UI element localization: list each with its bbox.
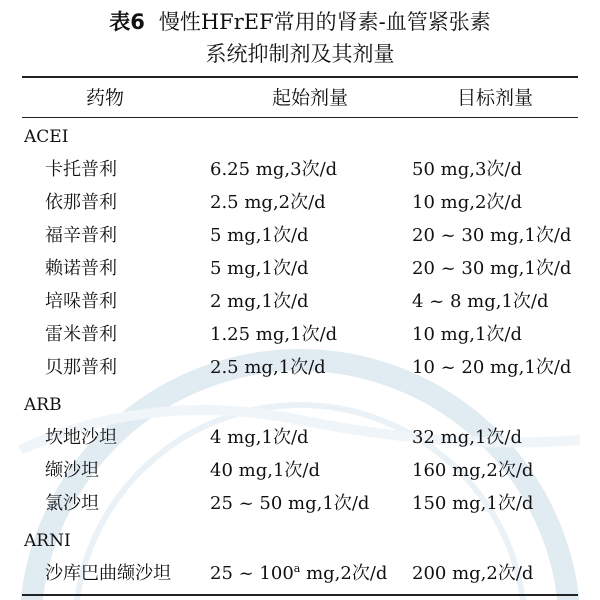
table-title bbox=[0, 6, 600, 70]
title-line-2: 系统抑制剂及其剂量 bbox=[205, 42, 395, 66]
drug-name: 氯沙坦 bbox=[45, 493, 99, 514]
start-dose: 2.5 mg,1次/d bbox=[210, 357, 326, 378]
category-label: ACEI bbox=[24, 127, 69, 147]
drug-name: 赖诺普利 bbox=[45, 258, 117, 279]
target-dose: 160 mg,2次/d bbox=[412, 460, 534, 481]
start-dose: 2.5 mg,2次/d bbox=[210, 192, 326, 213]
table-top-rule bbox=[22, 76, 578, 78]
table-bottom-rule bbox=[22, 594, 578, 596]
column-header-drug: 药物 bbox=[85, 87, 124, 109]
table-row bbox=[0, 317, 600, 353]
table-row bbox=[0, 486, 600, 522]
target-dose: 200 mg,2次/d bbox=[412, 563, 534, 584]
target-dose: 10 ~ 20 mg,1次/d bbox=[412, 357, 572, 378]
target-dose: 150 mg,1次/d bbox=[412, 493, 534, 514]
table-row bbox=[0, 420, 600, 456]
start-dose-range: 25 ~ 100 bbox=[210, 563, 294, 584]
table-row bbox=[0, 284, 600, 320]
start-dose: 2 mg,1次/d bbox=[210, 291, 309, 312]
category-label: ARB bbox=[24, 395, 62, 415]
start-dose-unit: mg,2次/d bbox=[300, 563, 388, 584]
target-dose: 20 ~ 30 mg,1次/d bbox=[412, 225, 572, 246]
target-dose: 32 mg,1次/d bbox=[412, 427, 522, 448]
category-row-arb bbox=[0, 387, 600, 423]
category-row-acei bbox=[0, 119, 600, 155]
drug-name: 卡托普利 bbox=[45, 159, 117, 180]
target-dose: 50 mg,3次/d bbox=[412, 159, 522, 180]
table-row bbox=[0, 556, 600, 592]
start-dose: 40 mg,1次/d bbox=[210, 460, 320, 481]
start-dose: 5 mg,1次/d bbox=[210, 258, 309, 279]
start-dose bbox=[210, 556, 387, 592]
column-header-start-dose: 起始剂量 bbox=[271, 87, 348, 109]
table-header-row bbox=[0, 80, 600, 116]
table-row bbox=[0, 350, 600, 386]
column-header-target-dose: 目标剂量 bbox=[456, 87, 533, 109]
target-dose: 10 mg,2次/d bbox=[412, 192, 522, 213]
table-number: 表6 bbox=[109, 10, 145, 34]
start-dose: 4 mg,1次/d bbox=[210, 427, 309, 448]
table-row bbox=[0, 251, 600, 287]
drug-name: 雷米普利 bbox=[45, 324, 117, 345]
drug-name: 依那普利 bbox=[45, 192, 117, 213]
category-label: ARNI bbox=[24, 531, 71, 551]
title-line-1: 慢性HFrEF常用的肾素-血管紧张素 bbox=[158, 10, 491, 34]
start-dose: 1.25 mg,1次/d bbox=[210, 324, 338, 345]
table-row bbox=[0, 185, 600, 221]
start-dose: 5 mg,1次/d bbox=[210, 225, 309, 246]
table-header-rule bbox=[22, 117, 578, 118]
table-row bbox=[0, 218, 600, 254]
footnote-marker: a bbox=[293, 562, 301, 575]
target-dose: 4 ~ 8 mg,1次/d bbox=[412, 291, 549, 312]
drug-name: 贝那普利 bbox=[45, 357, 117, 378]
target-dose: 10 mg,1次/d bbox=[412, 324, 522, 345]
drug-name: 坎地沙坦 bbox=[45, 427, 117, 448]
drug-name: 培哚普利 bbox=[45, 291, 117, 312]
start-dose: 25 ~ 50 mg,1次/d bbox=[210, 493, 370, 514]
start-dose: 6.25 mg,3次/d bbox=[210, 159, 338, 180]
drug-name: 福辛普利 bbox=[45, 225, 117, 246]
category-row-arni bbox=[0, 523, 600, 559]
drug-name: 沙库巴曲缬沙坦 bbox=[45, 563, 171, 584]
table-row bbox=[0, 152, 600, 188]
table-row bbox=[0, 453, 600, 489]
target-dose: 20 ~ 30 mg,1次/d bbox=[412, 258, 572, 279]
drug-name: 缬沙坦 bbox=[45, 460, 99, 481]
